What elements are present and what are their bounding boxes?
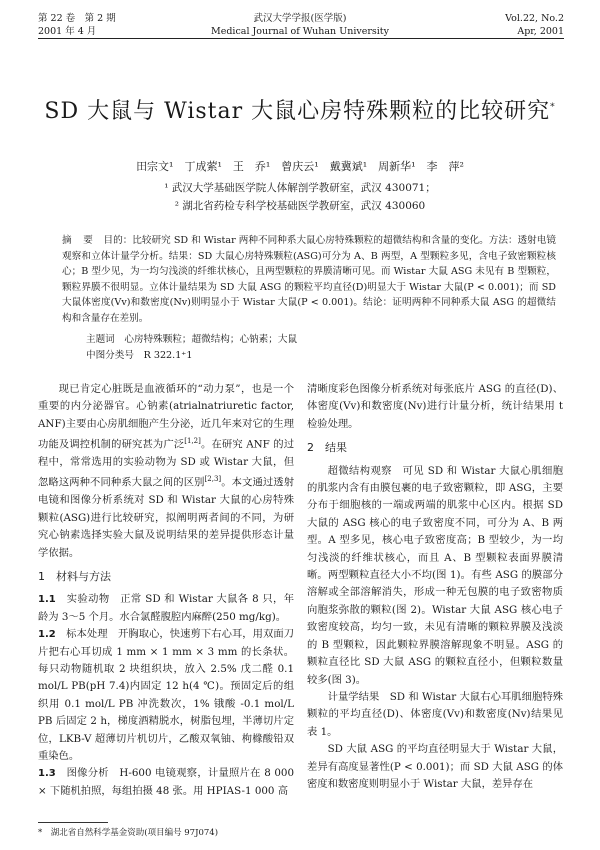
subsection-image-analysis	[38, 765, 294, 800]
paper-title	[0, 94, 600, 125]
results-text: 可见 SD 和 Wistar 大鼠心肌细胞的肌浆内含有由膜包裹的电子致密颗粒，即 ASG，主要分布于细胞核的一端或两端的肌浆中心区内。根据 SD 大鼠的 ASG 核心的电子致密度不同，可分为 A、B 两型。A 型多见，核心电子致密度高；B 型较少，为一均匀浅淡的纤维状核心，而且 A、B 型颗粒表面界膜清晰。两型颗粒直径大小不均(图 1)。有些 ASG 的膜部分溶解或全部溶解消失，形成一种无包膜的电子致密物质向胞浆弥散的颗粒(图 2)。Wistar 大鼠 ASG 核心电子致密度较高，均匀一致，未见有清晰的颗粒界膜及浅淡的 B 型颗粒，因此颗粒界膜溶解现象不明显。ASG 的颗粒直径比 SD 大鼠 ASG 的颗粒直径小，但颗粒数量较多(图 3)。	[307, 464, 564, 686]
section-heading-methods: 1 材料与方法	[38, 569, 111, 583]
results-subtitle: 计量学结果	[327, 690, 380, 703]
intro-text-3: 。本文通过透射电镜和图像分析系统对 SD 和 Wistar 大鼠的心房特殊颗粒(ASG)进行比较研究，拟阐明两者间的不同，为研究心钠素选择实验大鼠及说明结果的差异提供形态计量学依据。	[38, 476, 295, 559]
affiliation-2: ² 湖北省药检专科学校基础医学教研室，武汉 430060	[174, 200, 426, 212]
results-subtitle: 超微结构观察	[327, 464, 392, 477]
results-ultrastructure	[307, 463, 563, 689]
results-text: SD 和 Wistar 大鼠右心耳肌细胞特殊颗粒的平均直径(D)、体密度(Vv)和数密度(Nv)结果见表 1。	[307, 690, 564, 738]
citation-ref: [1,2]	[184, 437, 201, 446]
intro-text-2: 。在研究 ANF 的过程中，常常选用的实验动物为 SD 或 Wistar 大鼠，但忽略这两种不同种系大鼠之间的区别	[38, 438, 294, 489]
abstract-label: 摘 要	[62, 235, 94, 246]
subsection-title: 图像分析	[66, 767, 109, 780]
subsection-title: 标本处理	[66, 628, 108, 641]
keywords-label: 主题词	[86, 334, 115, 345]
header-date-en: Apr, 2001	[517, 26, 564, 37]
paper-title-text: SD 大鼠与 Wistar 大鼠心房特殊颗粒的比较研究	[44, 99, 551, 124]
header-date-cn: 2001 年 4 月	[38, 26, 97, 37]
header-journal-cn: 武汉大学学报(医学版)	[253, 13, 347, 24]
left-column	[38, 381, 294, 800]
header-journal-en: Medical Journal of Wuhan University	[210, 26, 389, 37]
header-volume-en: Vol.22, No.2	[505, 13, 564, 24]
subsection-title: 实验动物	[66, 593, 110, 606]
title-footnote-mark: *	[550, 102, 556, 113]
subsection-text: 开胸取心，快速剪下右心耳，用双面刀片把右心耳切成 1 mm × 1 mm × 3 mm 的长条状。每只动物随机取 2 块组织块，放入 2.5% 戊二醛 0.1 mol/L PB(pH 7.4)内固定 12 h(4 ℃)。预固定后的组织用 0.1 mol/L PB 冲洗数次，1% 锇酸 -0.1 mol/L PB 后固定 2 h，梯度酒精脱水，树脂包埋，半薄切片定位，LKB-V 超薄切片机切片，乙酸双氧铀、枸橼酸铅双重染色。	[38, 628, 295, 762]
results-comparison: SD 大鼠 ASG 的平均直径明显大于 Wistar 大鼠，差异有高度显著性(P < 0.001)；而 SD 大鼠 ASG 的体密度和数密度则明显小于 Wistar 大鼠，差异存在	[307, 743, 563, 790]
citation-ref: [2,3]	[204, 475, 222, 484]
keywords	[86, 332, 556, 347]
subsection-number: 1.2	[38, 629, 56, 641]
methods-continued: 清晰度彩色图像分析系统对每张底片 ASG 的直径(D)、体密度(Vv)和数密度(Nv)进行计量分析，统计结果用 t 检验处理。	[307, 383, 563, 430]
abstract	[62, 233, 556, 327]
intro-paragraph	[38, 381, 294, 562]
classification	[86, 348, 556, 363]
footnote: * 湖北省自然科学基金资助(项目编号 97J074)	[38, 828, 219, 838]
intro-text: 现已肯定心脏既是血液循环的“动力泵”，也是一个重要的内分泌器官。心钠素(atrialnatriuretic factor, ANF)主要由心房肌细胞产生分泌，近几年来对它的生理功能及调控机制的研究甚为广泛	[38, 383, 294, 451]
subsection-text: H-600 电镜观察，计量照片在 8 000 × 下随机拍照，每组拍摄 48 张。用 HPIAS-1 000 高	[38, 767, 295, 797]
right-column	[307, 381, 563, 793]
subsection-specimen	[38, 626, 294, 765]
subsection-text: 正常 SD 和 Wistar 大鼠各 8 只，年龄为 3～5 个月。水合氯醛腹腔内麻醉(250 mg/kg)。	[38, 593, 295, 623]
abstract-text: 目的：比较研究 SD 和 Wistar 两种不同种系大鼠心房特殊颗粒的超微结构和含量的变化。方法：透射电镜观察和立体计量学分析。结果：SD 大鼠心房特殊颗粒(ASG)可分为 A、B 两型，A 型颗粒多见，含电子致密颗粒核心；B 型少见，为一均匀浅淡的纤维状核心，且两型颗粒的界膜清晰可见。而 Wistar 大鼠 ASG 未见有 B 型颗粒，颗粒界膜不很明显。立体计量结果为 SD 大鼠 ASG 的颗粒平均直径(D)明显大于 Wistar 大鼠(P < 0.001)；而 SD 大鼠体密度(Vv)和数密度(Nv)则明显小于 Wistar 大鼠(P < 0.001)。结论：证明两种不同种系大鼠 ASG 的超微结构和含量存在差别。	[62, 235, 557, 324]
classification-value: R 322.1⁺1	[143, 350, 193, 361]
classification-label: 中图分类号	[86, 350, 134, 361]
subsection-number: 1.3	[38, 768, 56, 780]
keywords-value: 心房特殊颗粒；超微结构；心钠素；大鼠	[124, 334, 298, 345]
affiliation-1: ¹ 武汉大学基础医学院人体解剖学教研室，武汉 430071；	[164, 182, 436, 194]
header-rule	[38, 38, 564, 39]
section-heading-results: 2 结果	[307, 441, 347, 455]
subsection-animals	[38, 591, 294, 626]
footnote-rule	[38, 822, 108, 823]
results-morphometry	[307, 689, 563, 741]
author-list: 田宗文¹ 丁成萦¹ 王 乔¹ 曾庆云¹ 戴冀斌¹ 周新华¹ 李 萍²	[136, 160, 464, 173]
header-volume-cn: 第 22 卷 第 2 期	[38, 13, 116, 24]
subsection-number: 1.1	[38, 594, 56, 606]
